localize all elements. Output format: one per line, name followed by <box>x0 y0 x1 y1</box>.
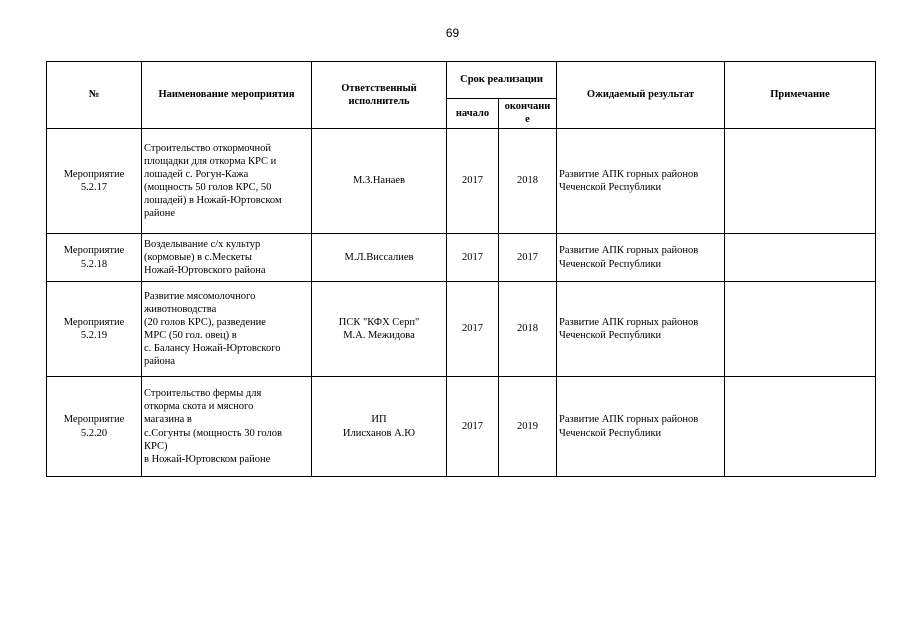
header-row <box>47 62 876 99</box>
cell-number: Мероприятие 5.2.19 <box>47 282 142 377</box>
cell-start: 2017 <box>447 377 499 477</box>
cell-number: Мероприятие 5.2.20 <box>47 377 142 477</box>
cell-executor: М.Л.Виссалиев <box>312 234 447 282</box>
col-header-period: Срок реализации <box>447 62 557 99</box>
cell-name: Строительство фермы для откорма скота и мясного магазина в с.Согунты (мощность 30 голов КРС) в Ножай-Юртовском районе <box>142 377 312 477</box>
cell-end: 2017 <box>499 234 557 282</box>
cell-end: 2018 <box>499 282 557 377</box>
col-header-note: Примечание <box>725 62 876 129</box>
cell-result: Развитие АПК горных районов Чеченской Республики <box>557 129 725 234</box>
cell-name: Развитие мясомолочного животноводства (20 голов КРС), разведение МРС (50 гол. овец) в с. Балансу Ножай-Юртовского района <box>142 282 312 377</box>
table-row <box>47 129 876 234</box>
cell-name: Строительство откормочной площадки для откорма КРС и лошадей с. Рогун-Кажа (мощность 50 голов КРС, 50 лошадей) в Ножай-Юртовском районе <box>142 129 312 234</box>
cell-number: Мероприятие 5.2.17 <box>47 129 142 234</box>
col-header-name: Наименование мероприятия <box>142 62 312 129</box>
activities-table <box>46 61 876 477</box>
cell-start: 2017 <box>447 234 499 282</box>
col-header-end: окончани е <box>499 99 557 129</box>
cell-start: 2017 <box>447 282 499 377</box>
col-header-start: начало <box>447 99 499 129</box>
cell-note <box>725 129 876 234</box>
cell-end: 2018 <box>499 129 557 234</box>
page-number: 69 <box>445 26 460 40</box>
cell-end: 2019 <box>499 377 557 477</box>
cell-number: Мероприятие 5.2.18 <box>47 234 142 282</box>
col-header-number: № <box>47 62 142 129</box>
cell-result: Развитие АПК горных районов Чеченской Республики <box>557 377 725 477</box>
table-row <box>47 282 876 377</box>
table-row <box>47 377 876 477</box>
cell-note <box>725 234 876 282</box>
col-header-executor: Ответственный исполнитель <box>312 62 447 129</box>
cell-executor: ПСК "КФХ Серп" М.А. Межидова <box>312 282 447 377</box>
cell-executor: ИП Илисханов А.Ю <box>312 377 447 477</box>
cell-note <box>725 377 876 477</box>
cell-result: Развитие АПК горных районов Чеченской Республики <box>557 282 725 377</box>
table-row <box>47 234 876 282</box>
cell-result: Развитие АПК горных районов Чеченской Республики <box>557 234 725 282</box>
cell-start: 2017 <box>447 129 499 234</box>
cell-name: Возделывание с/х культур (кормовые) в с.Мескеты Ножай-Юртовского района <box>142 234 312 282</box>
col-header-result: Ожидаемый результат <box>557 62 725 129</box>
cell-note <box>725 282 876 377</box>
cell-executor: М.З.Нанаев <box>312 129 447 234</box>
